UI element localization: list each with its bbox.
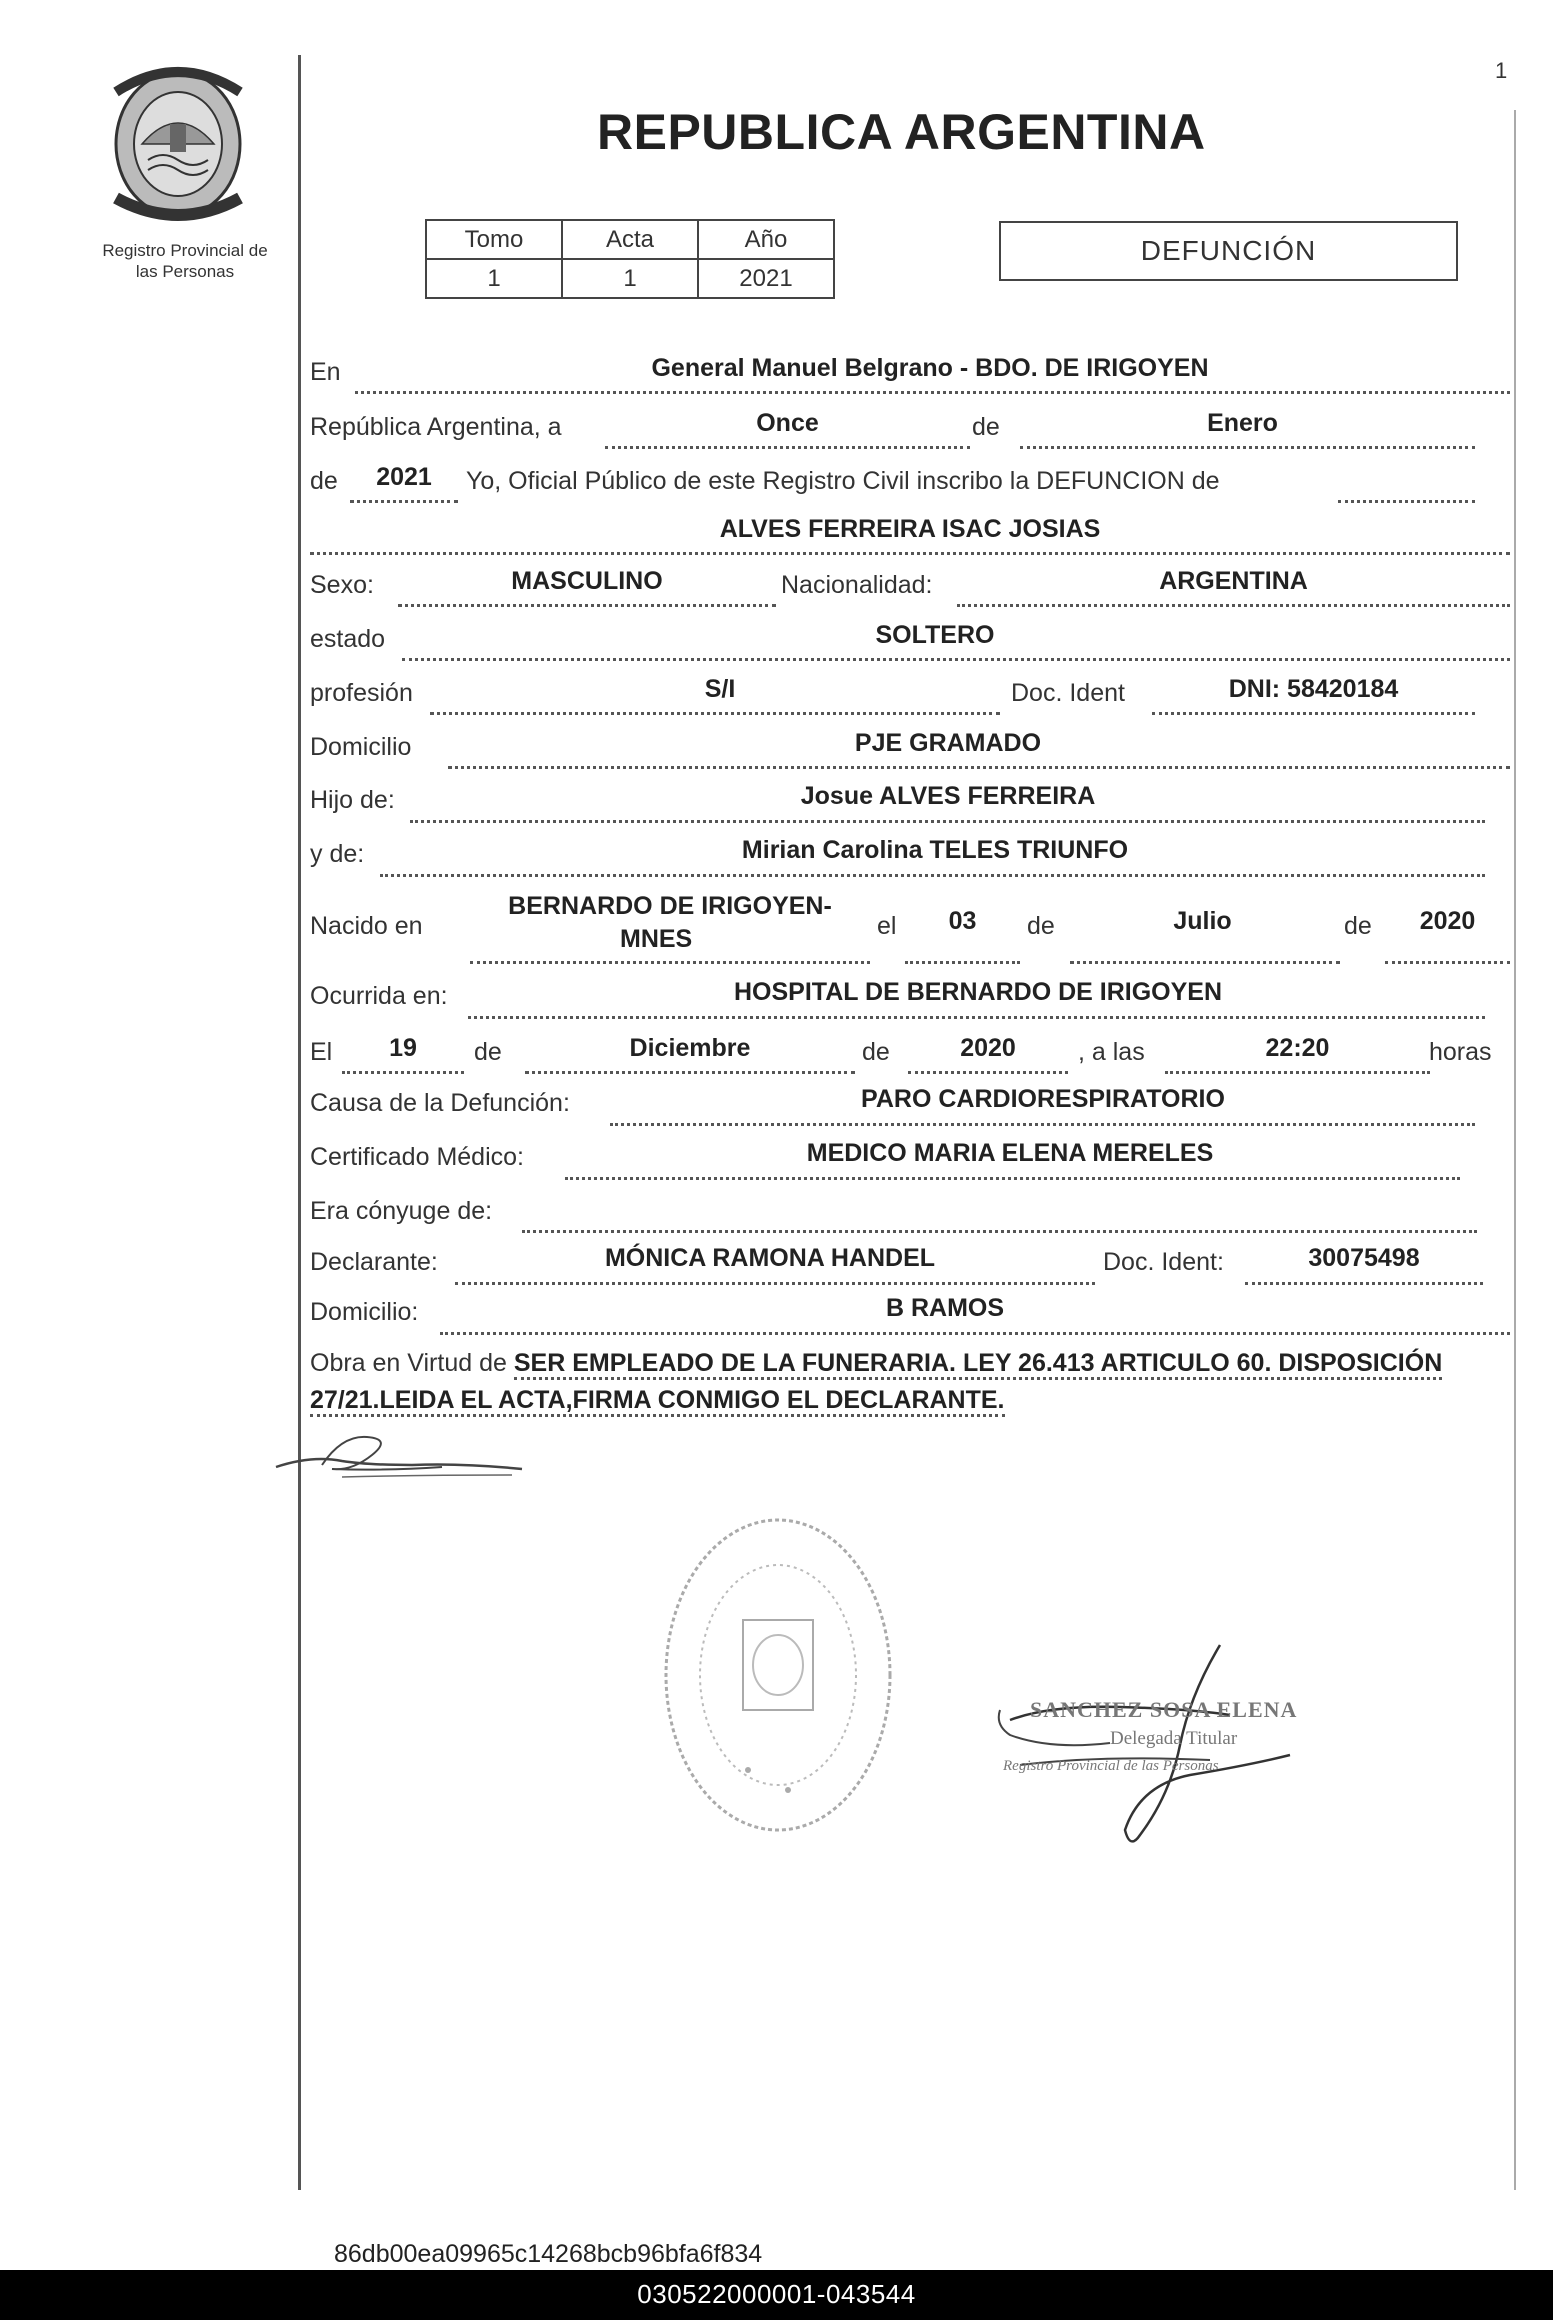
page-number: 1	[1495, 58, 1508, 83]
page-title: REPUBLICA ARGENTINA	[597, 104, 1206, 160]
El-label: El	[310, 1038, 333, 1066]
nacido-dia: 03	[948, 907, 977, 935]
year-line	[350, 500, 458, 503]
register-header-anio: Año	[698, 220, 834, 259]
def-mes-line	[525, 1071, 855, 1074]
conyuge-label: Era cónyuge de:	[310, 1197, 493, 1225]
sexo-value: MASCULINO	[511, 567, 663, 595]
register-value-acta: 1	[562, 259, 698, 298]
nacido-mes: Julio	[1173, 907, 1232, 935]
register-value-tomo: 1	[426, 259, 562, 298]
causa-label: Causa de la Defunción:	[310, 1089, 570, 1117]
ocurrida-value: HOSPITAL DE BERNARDO DE IRIGOYEN	[733, 978, 1222, 1006]
declarante-domicilio-line	[440, 1332, 1510, 1335]
place-value: General Manuel Belgrano - BDO. DE IRIGOYEN	[651, 354, 1209, 382]
act-type-box: DEFUNCIÓN	[999, 221, 1458, 281]
nacionalidad-label: Nacionalidad:	[781, 571, 933, 599]
profesion-label: profesión	[310, 679, 413, 707]
declarante-doc-label: Doc. Ident:	[1103, 1248, 1224, 1276]
de-label: de	[972, 413, 1000, 441]
declarante-domicilio-label: Domicilio:	[310, 1298, 419, 1326]
oficial-text: Yo, Oficial Público de este Registro Civil inscribo la DEFUNCION de	[466, 467, 1220, 495]
certificado-line	[565, 1177, 1460, 1180]
registry-label: Registro Provincial de las Personas	[102, 241, 268, 281]
de-year-label: de	[310, 467, 338, 495]
doc-ident-label: Doc. Ident	[1011, 679, 1125, 707]
declarante-line	[455, 1282, 1095, 1285]
padre-value: Josue ALVES FERREIRA	[800, 782, 1096, 810]
nacido-lugar-line1: BERNARDO DE IRIGOYEN-	[508, 892, 832, 920]
declarante-value: MÓNICA RAMONA HANDEL	[604, 1244, 936, 1272]
nacido-de-label-2: de	[1344, 912, 1372, 940]
def-dia-line	[342, 1071, 464, 1074]
domicilio-line	[448, 766, 1510, 769]
month-value: Enero	[1207, 409, 1278, 437]
ocurrida-line	[468, 1016, 1485, 1019]
register-header-acta: Acta	[562, 220, 698, 259]
doc-ident-line	[1152, 712, 1475, 715]
def-de-label-2: de	[862, 1038, 890, 1066]
left-margin-line	[298, 55, 301, 2190]
day-value: Once	[756, 409, 819, 437]
register-value-row	[426, 259, 834, 298]
obra-label: Obra en Virtud de	[310, 1349, 507, 1377]
nacido-mes-line	[1070, 961, 1340, 964]
oficial-line	[1338, 500, 1475, 503]
year-value: 2021	[376, 463, 432, 491]
nacionalidad-value: ARGENTINA	[1159, 567, 1308, 595]
register-header-tomo: Tomo	[426, 220, 562, 259]
def-de-label: de	[474, 1038, 502, 1066]
certificado-value: MEDICO MARIA ELENA MERELES	[806, 1139, 1214, 1167]
doc-ident-value: DNI: 58420184	[1228, 675, 1399, 703]
profesion-line	[430, 712, 1000, 715]
month-line	[1020, 446, 1475, 449]
register-header-row	[426, 220, 834, 259]
hijo-de-label: Hijo de:	[310, 786, 395, 814]
causa-line	[610, 1123, 1475, 1126]
nacionalidad-line	[957, 604, 1510, 607]
sexo-label: Sexo:	[310, 571, 374, 599]
declarante-doc-line	[1245, 1282, 1483, 1285]
place-line	[355, 391, 1510, 394]
nacido-dia-line	[905, 961, 1020, 964]
nacido-lugar-line	[470, 961, 870, 964]
deceased-name: ALVES FERREIRA ISAC JOSIAS	[719, 515, 1101, 543]
obra-text: SER EMPLEADO DE LA FUNERARIA. LEY 26.413 ARTICULO 60. DISPOSICIÓN 27/21.LEIDA EL ACTA,FIRMA CONMIGO EL DECLARANTE.	[310, 1349, 1442, 1417]
def-anio-line	[908, 1071, 1068, 1074]
profesion-value: S/I	[704, 675, 736, 703]
nacido-lugar-line2: MNES	[620, 925, 693, 953]
certificado-label: Certificado Médico:	[310, 1143, 524, 1171]
nacido-anio-line	[1385, 961, 1510, 964]
nacido-de-label: de	[1027, 912, 1055, 940]
nacido-lugar	[470, 890, 870, 956]
ocurrida-label: Ocurrida en:	[310, 982, 448, 1010]
def-mes: Diciembre	[629, 1034, 751, 1062]
nacido-anio: 2020	[1419, 907, 1476, 935]
def-anio: 2020	[960, 1034, 1016, 1062]
padre-line	[410, 820, 1485, 823]
declarante-domicilio-value: B RAMOS	[885, 1294, 1005, 1322]
horas-label: horas	[1429, 1038, 1492, 1066]
register-value-anio: 2021	[698, 259, 834, 298]
official-stamp-role: Delegada Titular	[1110, 1728, 1238, 1749]
deceased-line	[310, 552, 1510, 555]
declarante-label: Declarante:	[310, 1248, 438, 1276]
provincia-de-misiones-coat-of-arms-icon	[108, 62, 248, 222]
def-hora: 22:20	[1265, 1034, 1330, 1062]
causa-value: PARO CARDIORESPIRATORIO	[861, 1085, 1225, 1113]
declarante-doc-value: 30075498	[1308, 1244, 1420, 1272]
domicilio-value: PJE GRAMADO	[854, 729, 1042, 757]
registry-seal-stamp	[658, 1510, 898, 1840]
sexo-line	[398, 604, 776, 607]
domicilio-label: Domicilio	[310, 733, 412, 761]
republica-label: República Argentina, a	[310, 413, 562, 441]
nacido-label: Nacido en	[310, 912, 423, 940]
estado-value: SOLTERO	[875, 621, 995, 649]
en-label: En	[310, 358, 341, 386]
document-hash: 86db00ea09965c14268bcb96bfa6f834	[334, 2240, 763, 2268]
y-de-label: y de:	[310, 840, 365, 868]
official-stamp-office: Registro Provincial de las Personas	[1003, 1758, 1219, 1774]
def-hora-line	[1165, 1071, 1430, 1074]
declarant-signature	[272, 1425, 532, 1495]
footer-code-bar: 030522000001-043544	[0, 2270, 1553, 2320]
estado-line	[402, 658, 1510, 661]
el-label: el	[877, 912, 897, 940]
official-stamp-name: SANCHEZ SOSA ELENA	[1030, 1697, 1298, 1722]
right-margin-line	[1514, 110, 1516, 2190]
day-line	[605, 446, 970, 449]
madre-line	[380, 874, 1485, 877]
obra-en-virtud	[310, 1345, 1510, 1419]
register-table	[425, 219, 835, 299]
a-las-label: , a las	[1078, 1038, 1145, 1066]
estado-label: estado	[310, 625, 386, 653]
madre-value: Mirian Carolina TELES TRIUNFO	[741, 836, 1129, 864]
conyuge-line	[522, 1230, 1477, 1233]
def-dia: 19	[389, 1034, 417, 1062]
